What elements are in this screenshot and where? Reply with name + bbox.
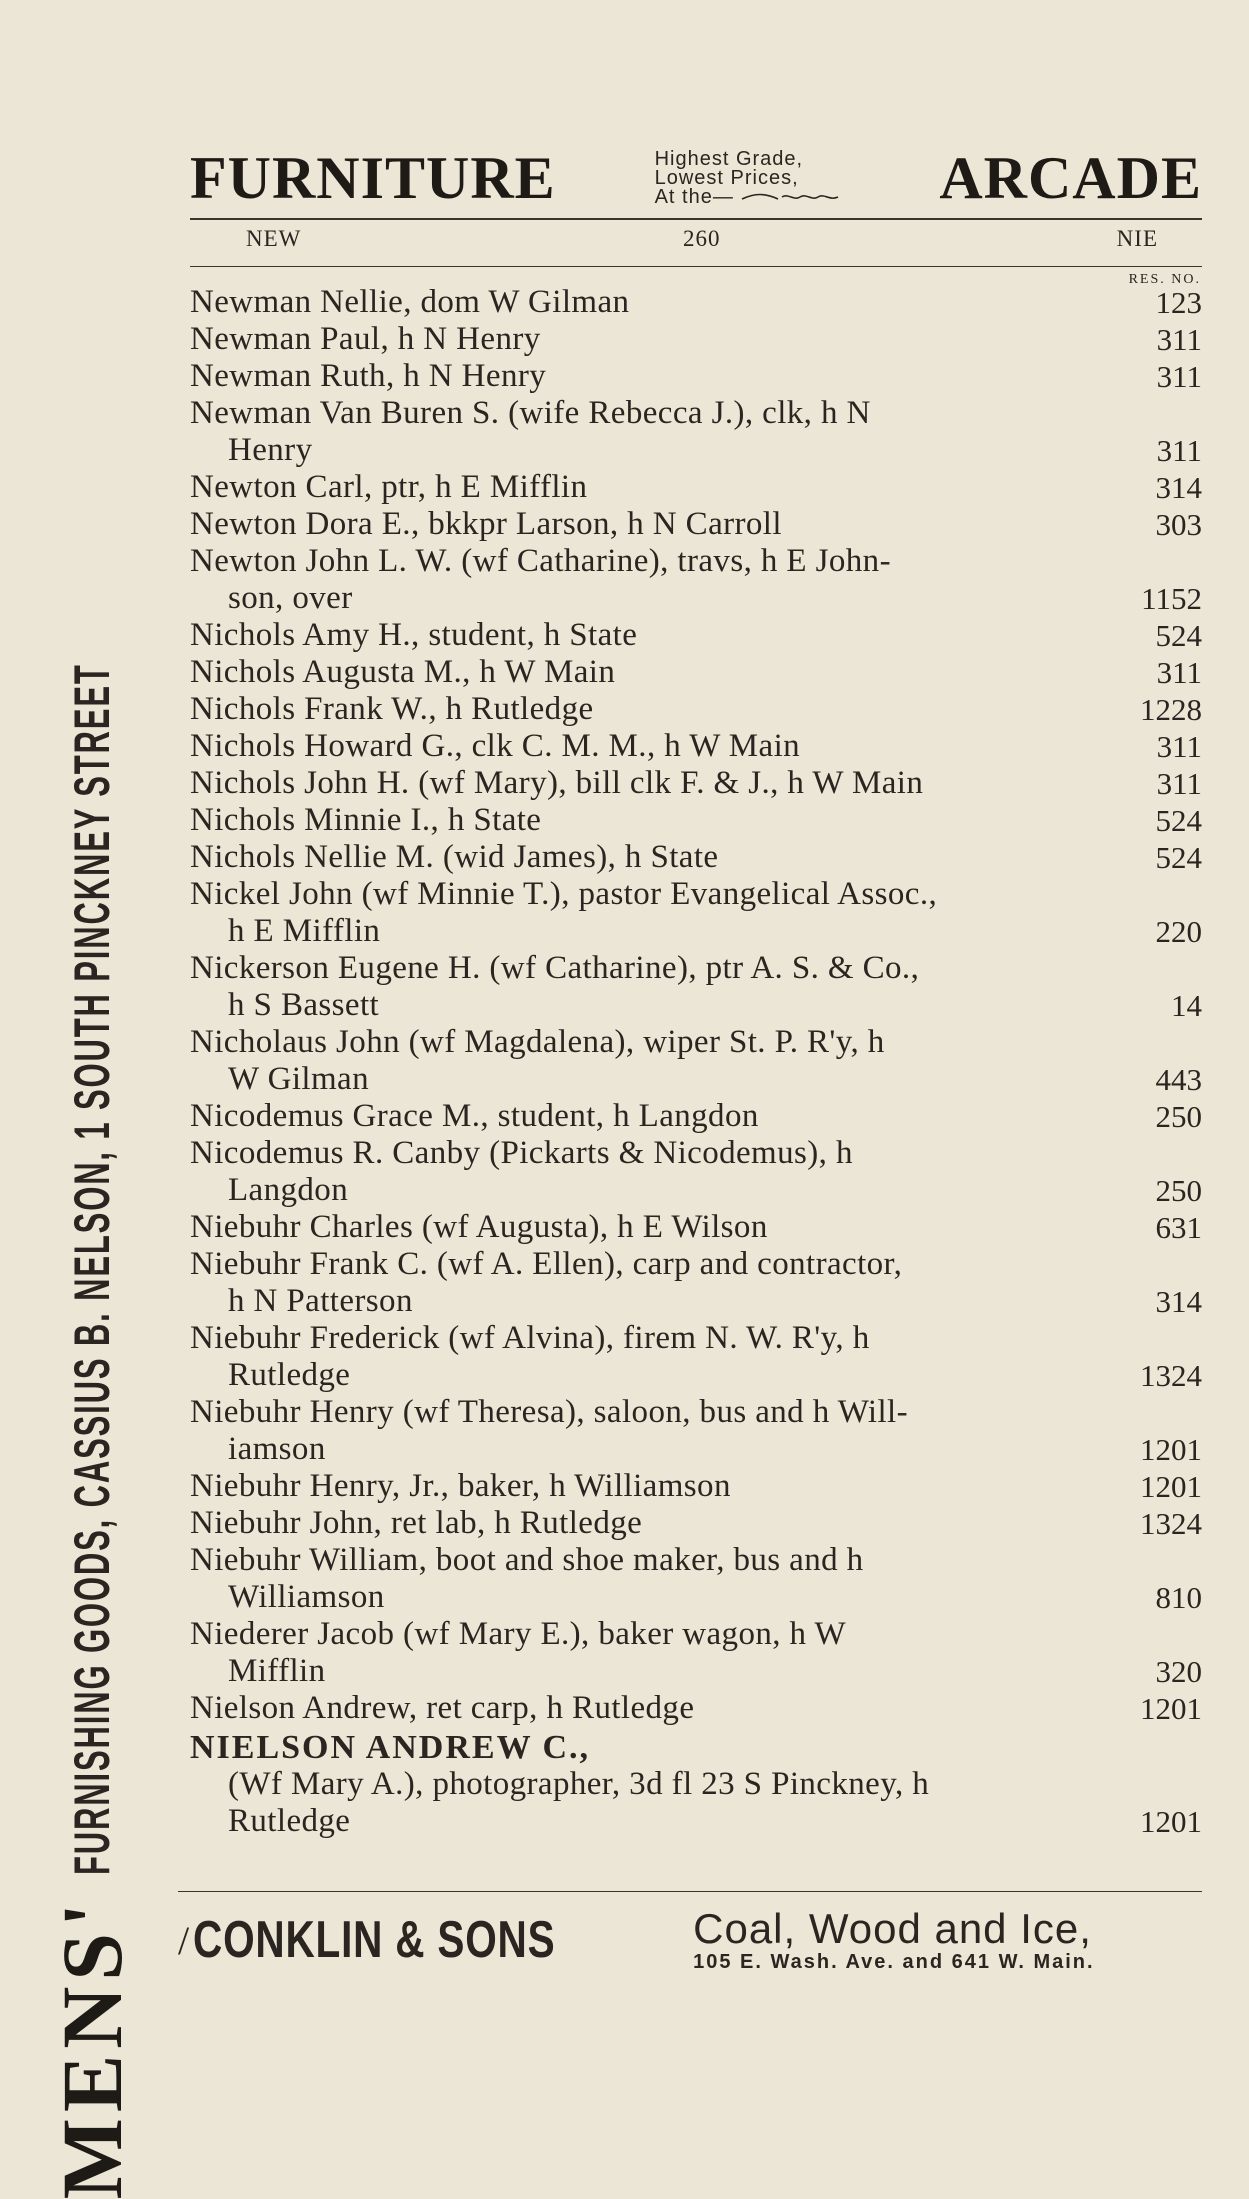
- directory-entry: [190, 1542, 1202, 1616]
- directory-entry: [190, 728, 1202, 765]
- entry-text: Nichols Howard G., clk C. M. M., h W Main: [190, 728, 801, 764]
- footer-address: 105 E. Wash. Ave. and 641 W. Main.: [693, 1950, 1095, 1973]
- directory-entry: [190, 395, 1202, 469]
- entry-text: Nichols Nellie M. (wid James), h State: [190, 839, 719, 875]
- entry-residence-number: 220: [1155, 914, 1202, 949]
- entry-text: Newton Dora E., bkkpr Larson, h N Carroll: [190, 506, 782, 542]
- side-ad-text: FURNISHING GOODS, CASSIUS B. NELSON, 1 SOUTH PINCKNEY STREET: [64, 663, 120, 1875]
- header-rule: [190, 218, 1202, 220]
- directory-entry: [190, 765, 1202, 802]
- entry-text-continued: W Gilman: [228, 1061, 369, 1097]
- header-right-word: ARCADE: [939, 144, 1202, 211]
- footer-tagline: Coal, Wood and Ice,: [693, 1904, 1092, 1952]
- entry-text: Nicodemus Grace M., student, h Langdon: [190, 1098, 759, 1134]
- featured-entry: [190, 1729, 1202, 1840]
- column-label-res-no: RES. NO.: [1128, 272, 1201, 287]
- directory-entry: [190, 1394, 1202, 1468]
- entry-residence-number: 311: [1156, 766, 1202, 801]
- entry-text-continued: Henry: [228, 432, 313, 468]
- directory-entry: [190, 506, 1202, 543]
- directory-entry: [190, 1690, 1202, 1727]
- side-ad-headline: MENS': [44, 1896, 140, 2199]
- header-tagline: [654, 147, 841, 208]
- header-tagline-line-3: At the—: [654, 185, 734, 208]
- directory-entry: [190, 1320, 1202, 1394]
- entry-text: Niebuhr Frederick (wf Alvina), firem N. W. R'y, h: [190, 1320, 870, 1356]
- directory-entry: [190, 691, 1202, 728]
- directory-entry: [190, 543, 1202, 617]
- entry-residence-number: 524: [1155, 803, 1202, 838]
- footer-company-name: CONKLIN & SONS: [193, 1911, 556, 1969]
- entry-residence-number: 810: [1155, 1580, 1202, 1615]
- entry-text-continued: h E Mifflin: [228, 913, 381, 949]
- running-head-right: NIE: [1116, 226, 1158, 251]
- entry-residence-number: 1152: [1141, 581, 1202, 616]
- entry-text: Niebuhr Charles (wf Augusta), h E Wilson: [190, 1209, 768, 1245]
- entry-residence-number: 311: [1156, 729, 1202, 764]
- directory-listing: [190, 284, 1202, 1840]
- entry-residence-number: 314: [1155, 470, 1202, 505]
- entry-text-continued: son, over: [228, 580, 353, 616]
- directory-entry: [190, 1505, 1202, 1542]
- entry-residence-number: 311: [1156, 322, 1202, 357]
- entry-residence-number: 1324: [1140, 1358, 1202, 1393]
- directory-entry: [190, 1468, 1202, 1505]
- running-head: [190, 226, 1202, 256]
- footer-details: [693, 1904, 1095, 1974]
- featured-entry-name: NIELSON ANDREW C.,: [190, 1729, 591, 1766]
- entry-residence-number: 631: [1155, 1210, 1202, 1245]
- entry-text: Nichols Minnie I., h State: [190, 802, 542, 838]
- entry-residence-number: 320: [1155, 1654, 1202, 1689]
- entry-residence-number: 314: [1155, 1284, 1202, 1319]
- entry-text: Newman Van Buren S. (wife Rebecca J.), clk, h N: [190, 395, 871, 431]
- entry-residence-number: 1324: [1140, 1506, 1202, 1541]
- slash-mark-icon: /: [178, 1917, 190, 1963]
- directory-entry: [190, 876, 1202, 950]
- entry-residence-number: 443: [1155, 1062, 1202, 1097]
- entry-text: Newman Nellie, dom W Gilman: [190, 284, 630, 320]
- running-head-rule: [190, 266, 1202, 267]
- entry-text: Nielson Andrew, ret carp, h Rutledge: [190, 1690, 695, 1726]
- entry-residence-number: 311: [1156, 655, 1202, 690]
- entry-text: Niebuhr John, ret lab, h Rutledge: [190, 1505, 643, 1541]
- entry-text-continued: h N Patterson: [228, 1283, 413, 1319]
- entry-residence-number: 1201: [1140, 1432, 1202, 1467]
- directory-entry: [190, 1209, 1202, 1246]
- entry-text-continued: iamson: [228, 1431, 326, 1467]
- directory-entry: [190, 654, 1202, 691]
- featured-entry-text-continued: Rutledge: [228, 1803, 351, 1839]
- entry-text: Nicodemus R. Canby (Pickarts & Nicodemus), h: [190, 1135, 853, 1171]
- directory-entry: [190, 1135, 1202, 1209]
- entry-text-continued: Williamson: [228, 1579, 385, 1615]
- entry-text: Nickerson Eugene H. (wf Catharine), ptr A. S. & Co.,: [190, 950, 920, 986]
- directory-entry: [190, 802, 1202, 839]
- entry-text-continued: Rutledge: [228, 1357, 351, 1393]
- entry-text: Nichols Frank W., h Rutledge: [190, 691, 594, 727]
- entry-text: Newton John L. W. (wf Catharine), travs, h E John-: [190, 543, 891, 579]
- entry-residence-number: 311: [1156, 433, 1202, 468]
- running-head-left: NEW: [246, 226, 302, 251]
- entry-text-continued: h S Bassett: [228, 987, 380, 1023]
- entry-residence-number: 250: [1155, 1173, 1202, 1208]
- entry-text: Niebuhr Frank C. (wf A. Ellen), carp and contractor,: [190, 1246, 903, 1282]
- entry-residence-number: 524: [1155, 618, 1202, 653]
- header-advertisement: [190, 138, 1202, 218]
- side-advertisement: [44, 110, 140, 2199]
- page-number: 260: [683, 226, 721, 251]
- directory-entry: [190, 1246, 1202, 1320]
- directory-entry: [190, 1098, 1202, 1135]
- flourish-ornament-icon: [740, 191, 840, 203]
- header-tagline-line-2: Lowest Prices,: [654, 166, 799, 189]
- entry-residence-number: 1201: [1140, 1691, 1202, 1726]
- entry-text: Nicholaus John (wf Magdalena), wiper St. P. R'y, h: [190, 1024, 885, 1060]
- entry-text: Newman Paul, h N Henry: [190, 321, 541, 357]
- footer-rule: [178, 1891, 1202, 1892]
- directory-entry: [190, 617, 1202, 654]
- directory-entry: [190, 321, 1202, 358]
- directory-entry: [190, 469, 1202, 506]
- entry-residence-number: 311: [1156, 359, 1202, 394]
- directory-entry: [190, 839, 1202, 876]
- header-left-word: FURNITURE: [190, 144, 556, 211]
- featured-entry-text: (Wf Mary A.), photographer, 3d fl 23 S Pinckney, h: [228, 1766, 930, 1802]
- entry-text-continued: Mifflin: [228, 1653, 326, 1689]
- directory-entry: [190, 358, 1202, 395]
- entry-text: Nichols John H. (wf Mary), bill clk F. & J., h W Main: [190, 765, 924, 801]
- directory-entry: [190, 950, 1202, 1024]
- footer-advertisement: [178, 1900, 1202, 1980]
- entry-text: Niebuhr Henry (wf Theresa), saloon, bus and h Will-: [190, 1394, 909, 1430]
- entry-residence-number: 123: [1155, 285, 1202, 320]
- entry-text: Nickel John (wf Minnie T.), pastor Evangelical Assoc.,: [190, 876, 938, 912]
- entry-text: Niebuhr Henry, Jr., baker, h Williamson: [190, 1468, 731, 1504]
- directory-entry: [190, 1616, 1202, 1690]
- directory-entry: [190, 1024, 1202, 1098]
- entry-text-continued: Langdon: [228, 1172, 349, 1208]
- entry-text: Nichols Augusta M., h W Main: [190, 654, 616, 690]
- entry-text: Newton Carl, ptr, h E Mifflin: [190, 469, 588, 505]
- entry-residence-number: 303: [1155, 507, 1202, 542]
- entry-text: Nichols Amy H., student, h State: [190, 617, 638, 653]
- entry-residence-number: 1201: [1140, 1469, 1202, 1504]
- entry-residence-number: 250: [1155, 1099, 1202, 1134]
- entry-text: Newman Ruth, h N Henry: [190, 358, 547, 394]
- featured-entry-residence-number: 1201: [1140, 1804, 1202, 1839]
- entry-residence-number: 1228: [1140, 692, 1202, 727]
- entry-text: Niederer Jacob (wf Mary E.), baker wagon, h W: [190, 1616, 847, 1652]
- entry-text: Niebuhr William, boot and shoe maker, bus and h: [190, 1542, 864, 1578]
- entry-residence-number: 524: [1155, 840, 1202, 875]
- directory-entry: [190, 284, 1202, 321]
- entry-residence-number: 14: [1171, 988, 1202, 1023]
- header-tagline-line-1: Highest Grade,: [654, 147, 804, 170]
